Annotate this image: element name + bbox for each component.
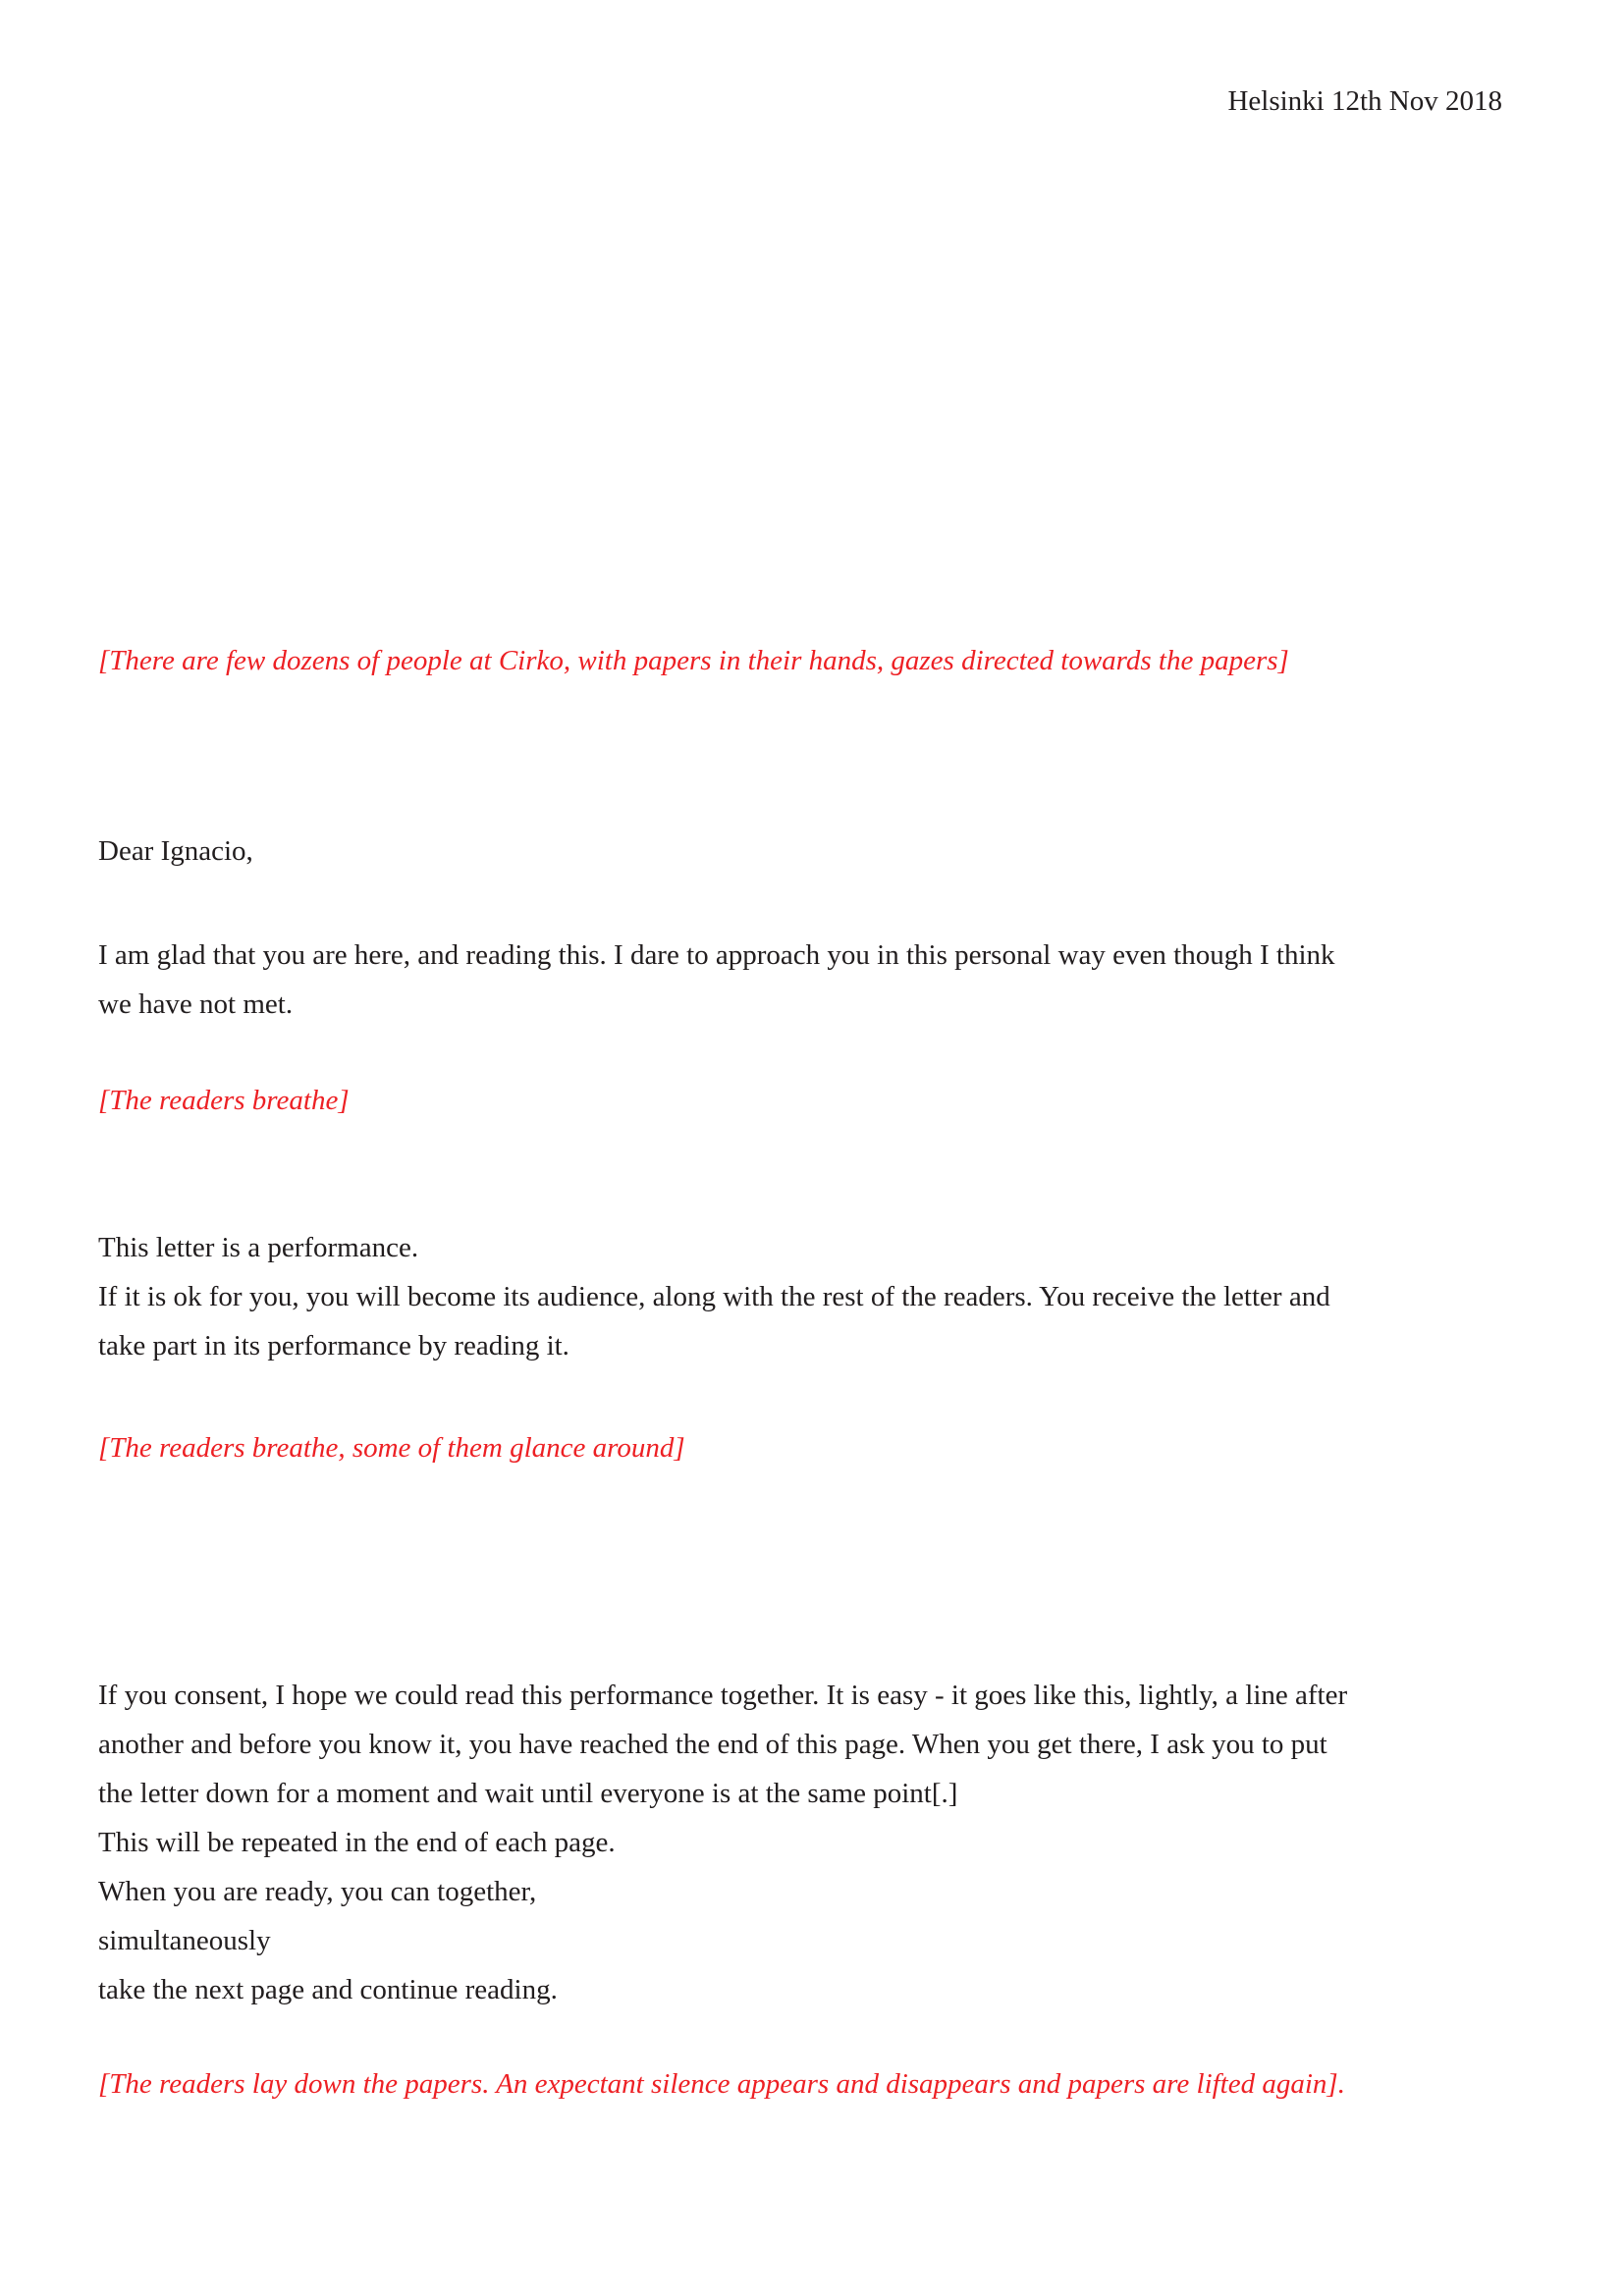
stage-direction-text: [The readers lay down the papers. An expectant silence appears and disappears and papers are lifted again]. bbox=[98, 2068, 1345, 2100]
salutation bbox=[98, 827, 1571, 876]
salutation-text: Dear Ignacio, bbox=[98, 835, 253, 867]
stage-direction-closing bbox=[98, 2059, 1571, 2109]
paragraph-line: If it is ok for you, you will become its audience, along with the rest of the readers. You receive the letter and bbox=[98, 1281, 1330, 1312]
stage-direction-text: [The readers breathe] bbox=[98, 1085, 350, 1116]
stage-direction-opening bbox=[98, 636, 1571, 685]
paragraph-line: This will be repeated in the end of each page. bbox=[98, 1827, 616, 1858]
paragraph-line: I am glad that you are here, and reading this. I dare to approach you in this personal way even though I think bbox=[98, 939, 1335, 971]
paragraph-line: If you consent, I hope we could read this performance together. It is easy - it goes like this, lightly, a line after bbox=[98, 1680, 1348, 1711]
stage-direction-glance bbox=[98, 1423, 1571, 1472]
paragraph-line: take the next page and continue reading. bbox=[98, 1974, 558, 2005]
stage-direction-text: [There are few dozens of people at Cirko, with papers in their hands, gazes directed towards the papers] bbox=[98, 645, 1289, 676]
paragraph-line: This letter is a performance. bbox=[98, 1232, 419, 1263]
stage-direction-breathe bbox=[98, 1076, 1571, 1125]
paragraph-line: simultaneously bbox=[98, 1925, 271, 1956]
paragraph-line: take part in its performance by reading it. bbox=[98, 1330, 569, 1362]
paragraph-line: the letter down for a moment and wait until everyone is at the same point[.] bbox=[98, 1778, 958, 1809]
paragraph-line: When you are ready, you can together, bbox=[98, 1876, 537, 1907]
paragraph-line: another and before you know it, you have reached the end of this page. When you get there, I ask you to put bbox=[98, 1729, 1327, 1760]
paragraph-performance bbox=[98, 1223, 1571, 1370]
paragraph-instructions bbox=[98, 1671, 1571, 2014]
date-line: Helsinki 12th Nov 2018 bbox=[1227, 85, 1502, 117]
stage-direction-text: [The readers breathe, some of them glance around] bbox=[98, 1432, 685, 1464]
paragraph-intro bbox=[98, 931, 1571, 1029]
paragraph-line: we have not met. bbox=[98, 988, 294, 1020]
